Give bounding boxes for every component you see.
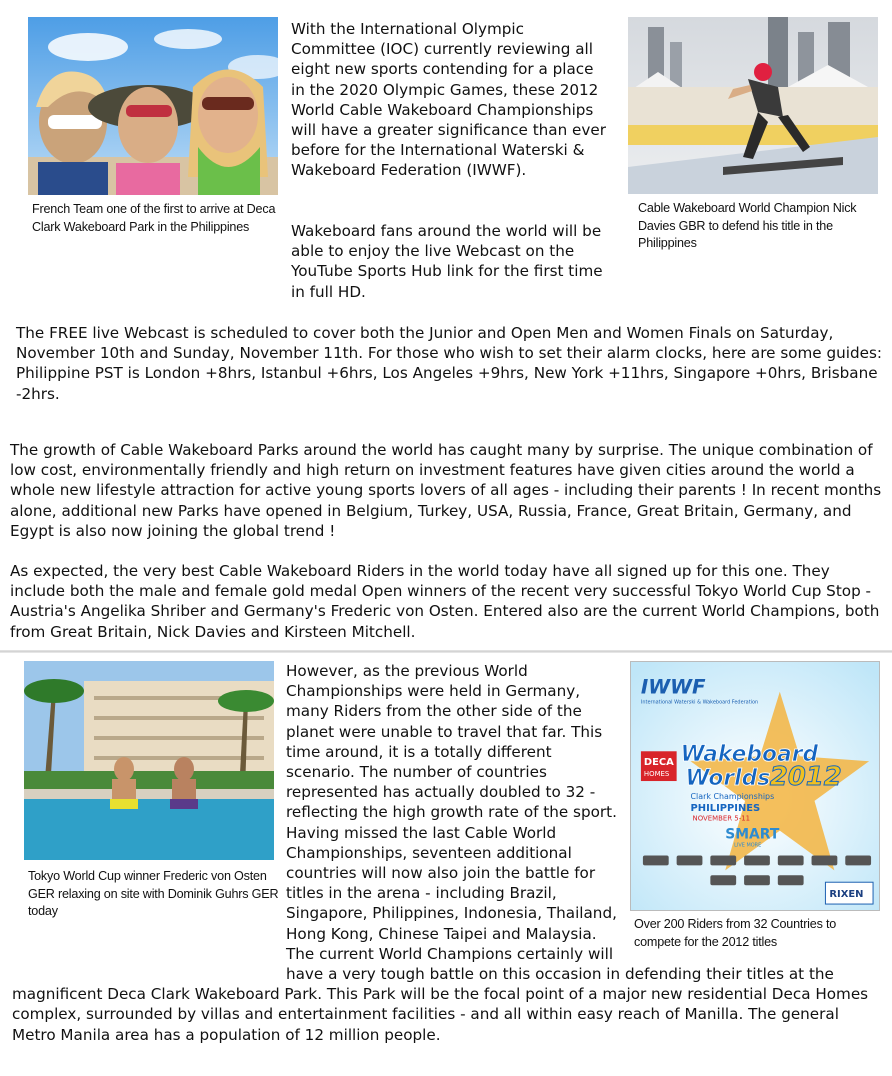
french-team-photo bbox=[28, 17, 278, 195]
poster-clark: Clark Championships bbox=[690, 791, 775, 801]
poster-deca-logo: DECA bbox=[643, 757, 674, 769]
poster-smart-sub: LIVE MORE bbox=[734, 842, 762, 849]
previous-championships-paragraph: However, as the previous World Championships were held in Germany, many Riders from the other side of the planet were unable to travel that far. This time around, it is a totally different scenario. The number of countries represented has actually doubled to 32 - reflecting the high growth rate of the sport. Having missed the last Cable World Championships, seventeen additional countries will now also join the battle for titles in the arena - including Brazil, Singapore, Philippines, Indonesia, Thailand, Hong Kong, Chinese Taipei and Malaysia. The current World Champions certainly will have a very tough battle on this occasion in defending their titles at the magnificent Deca Clark Wakeboard Park. This Park will be the focal point of a major new residential Deca Homes complex, surrounded by villas and entertainment facilities - and all within easy reach of Manilla. The general Metro Manila area has a population of 12 million people. bbox=[12, 662, 869, 1044]
webcast-fans-paragraph: Wakeboard fans around the world will be able to enjoy the live Webcast on the YouTube Sports Hub link for the first time in full HD. bbox=[291, 222, 603, 301]
poster-rixen-logo: RIXEN bbox=[829, 889, 864, 901]
poster-iwwf-subtitle: International Waterski & Wakeboard Federation bbox=[640, 699, 759, 706]
championship-poster bbox=[630, 661, 880, 911]
poster-philippines: PHILIPPINES bbox=[690, 802, 761, 814]
growth-paragraph: The growth of Cable Wakeboard Parks around the world has caught many by surprise. The unique combination of low cost, environmentally friendly and high return on investment features have given cities around the world a whole new lifestyle attraction for active young sports lovers of all ages - including their parents ! In recent months alone, additional new Parks have opened in Belgium, Turkey, USA, Russia, France, Great Britain, Germany, and Egypt is also now joining the global trend ! bbox=[10, 441, 882, 540]
bottom-section bbox=[12, 661, 880, 1045]
french-team-caption: French Team one of the first to arrive at Deca Clark Wakeboard Park in the Philippines bbox=[32, 202, 276, 234]
poster-smart-logo: SMART bbox=[725, 826, 780, 843]
poster-block bbox=[618, 661, 880, 961]
nick-davies-photo bbox=[628, 17, 878, 194]
webcast-schedule-paragraph: The FREE live Webcast is scheduled to cover both the Junior and Open Men and Women Finals on Saturday, November 10th and Sunday, November 11th. For those who wish to set their alarm clocks, here are some guides: Philippine PST is London +8hrs, Istanbul +6hrs, Los Angeles +9hrs, New York +11hrs, Singapore +0hrs, Brisbane -2hrs. bbox=[16, 324, 882, 403]
poster-dates: NOVEMBER 5-11 bbox=[692, 814, 751, 823]
nick-davies-caption: Cable Wakeboard World Champion Nick Davies GBR to defend his title in the Philippines bbox=[638, 201, 857, 250]
pool-photo-caption: Tokyo World Cup winner Frederic von Osten GER relaxing on site with Dominik Guhrs GER today bbox=[28, 869, 279, 918]
poster-iwwf-logo: IWWF bbox=[640, 675, 706, 699]
pool-photo bbox=[24, 661, 274, 860]
olympic-paragraph: With the International Olympic Committee (IOC) currently reviewing all eight new sports contending for a place in the 2020 Olympic Games, these 2012 World Cable Wakeboard Championships will have a greater significance than ever before for the International Waterski & Wakeboard Federation (IWWF). bbox=[291, 20, 606, 180]
poster-wakeboard: Wakeboard bbox=[680, 742, 819, 768]
poster-year: 2012 bbox=[769, 762, 842, 793]
poster-caption: Over 200 Riders from 32 Countries to compete for the 2012 titles bbox=[634, 917, 837, 949]
pool-photo-block bbox=[12, 661, 284, 969]
poster-homes-logo: HOMES bbox=[643, 770, 670, 779]
section-divider bbox=[0, 650, 892, 653]
poster-worlds: Worlds bbox=[685, 766, 771, 792]
riders-paragraph: As expected, the very best Cable Wakeboard Riders in the world today have all signed up for this one. They include both the male and female gold medal Open winners of the recent very successful Tokyo World Cup Stop - Austria's Angelika Shriber and Germany's Frederic von Osten. Entered also are the current World Champions, both from Great Britain, Nick Davies and Kirsteen Mitchell. bbox=[10, 562, 880, 641]
